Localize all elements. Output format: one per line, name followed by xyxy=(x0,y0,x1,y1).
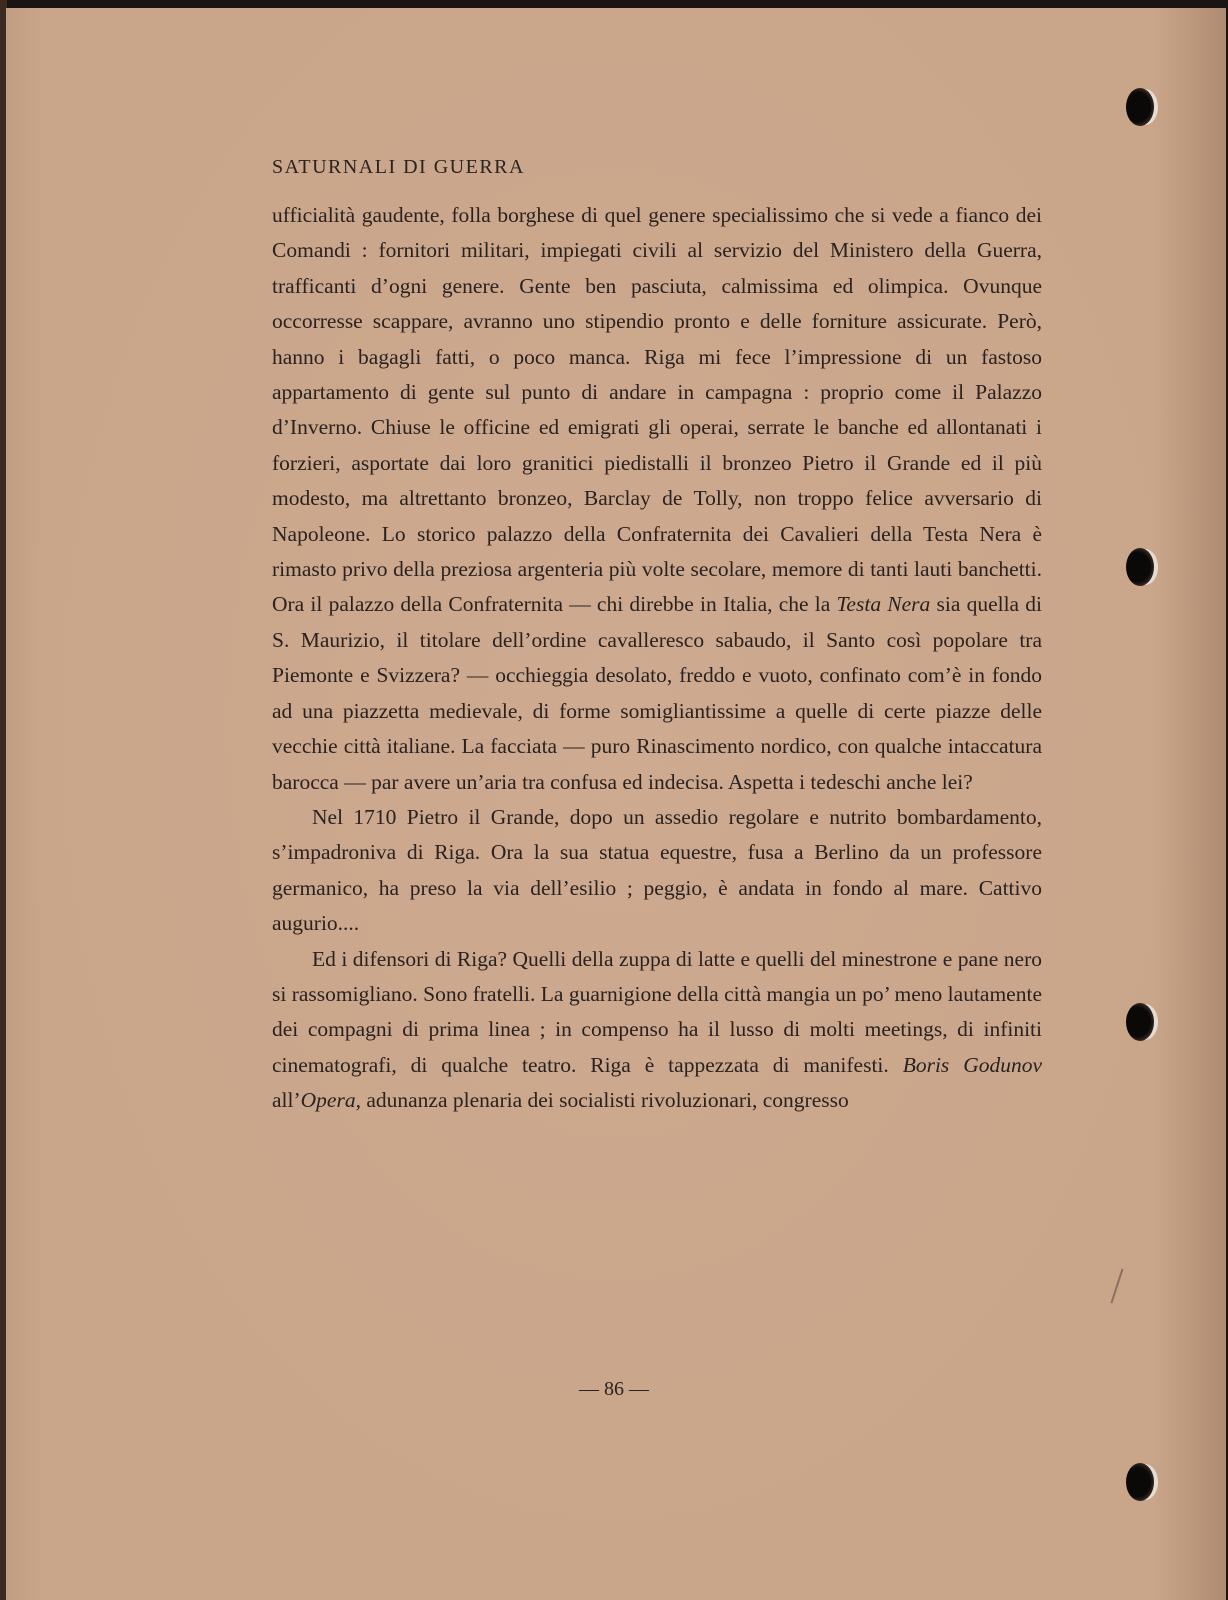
paragraph-3: Ed i difensori di Riga? Quelli della zuppa di latte e quelli del minestrone e pane nero si rassomigliano. Sono fratelli. La guarnigione della città mangia un po’ meno lautamente dei compagni di prima linea ; in compenso ha il lusso di molti meetings, di infiniti cinematografi, di qualche teatro. Riga è tappezzata di manifesti. Boris Godunov all’Opera, adunanza plenaria dei socialisti rivoluzionari, congresso xyxy=(272,946,1043,1113)
italic-opera: Opera, xyxy=(300,1088,361,1113)
paragraph-1: ufficialità gaudente, folla borghese di quel genere specialissimo che si vede a fianco dei Comandi : fornitori militari, impiegati civili al servizio del Ministero della Guerra, trafficanti d’ogni genere. Gente ben pasciuta, calmissima ed olimpica. Ovunque occorresse scappare, avranno uno stipendio pronto e delle forniture assicurate. Però, hanno i bagagli fatti, o poco manca. Riga mi fece l’impressione di un fastoso appartamento di gente sul punto di andare in campagna : proprio come il Palazzo d’Inverno. Chiuse le officine ed emigrati gli operai, serrate le banche ed allontanati i forzieri, asportate dai loro granitici piedistalli il bronzeo Pietro il Grande ed il più modesto, ma altrettanto bronzeo, Barclay de Tolly, non troppo felice avversario di Napoleone. Lo storico palazzo della Confraternita dei Cavalieri della Testa Nera è rimasto privo della preziosa argenteria più volte secolare, memore di tanti lauti banchetti. Ora il palazzo della Confraternita — chi direbbe in Italia, che la Testa Nera sia quella di S. Maurizio, il titolare dell’ordine cavalleresco sabaudo, il Santo così popolare tra Piemonte e Svizzera? — occhieggia desolato, freddo e vuoto, confinato com’è in fondo ad una piazzetta medievale, di forme somigliantissime a quelle di certe piazze delle vecchie città italiane. La facciata — puro Rinascimento nordico, con qualche intaccatura barocca — par avere un’aria tra confusa ed indecisa. Aspetta i tedeschi anche lei? xyxy=(272,203,1043,794)
punch-hole-1 xyxy=(1126,88,1154,126)
punch-hole-3 xyxy=(1126,1003,1154,1041)
italic-testa-nera: Testa Nera xyxy=(836,592,931,617)
italic-boris-godunov: Boris Godunov xyxy=(902,1052,1043,1077)
page-number: — 86 — xyxy=(579,1378,649,1400)
punch-hole-2 xyxy=(1126,548,1154,586)
paragraph-2: Nel 1710 Pietro il Grande, dopo un assedio regolare e nutrito bombardamento, s’impadroniva di Riga. Ora la sua statua equestre, fusa a Berlino da un professore germanico, ha preso la via dell’esilio ; peggio, è andata in fondo al mare. Cattivo augurio.... xyxy=(272,804,1042,936)
running-head: SATURNALI DI GUERRA xyxy=(272,156,525,178)
punch-hole-4 xyxy=(1126,1463,1154,1501)
body-text xyxy=(272,198,1042,1119)
